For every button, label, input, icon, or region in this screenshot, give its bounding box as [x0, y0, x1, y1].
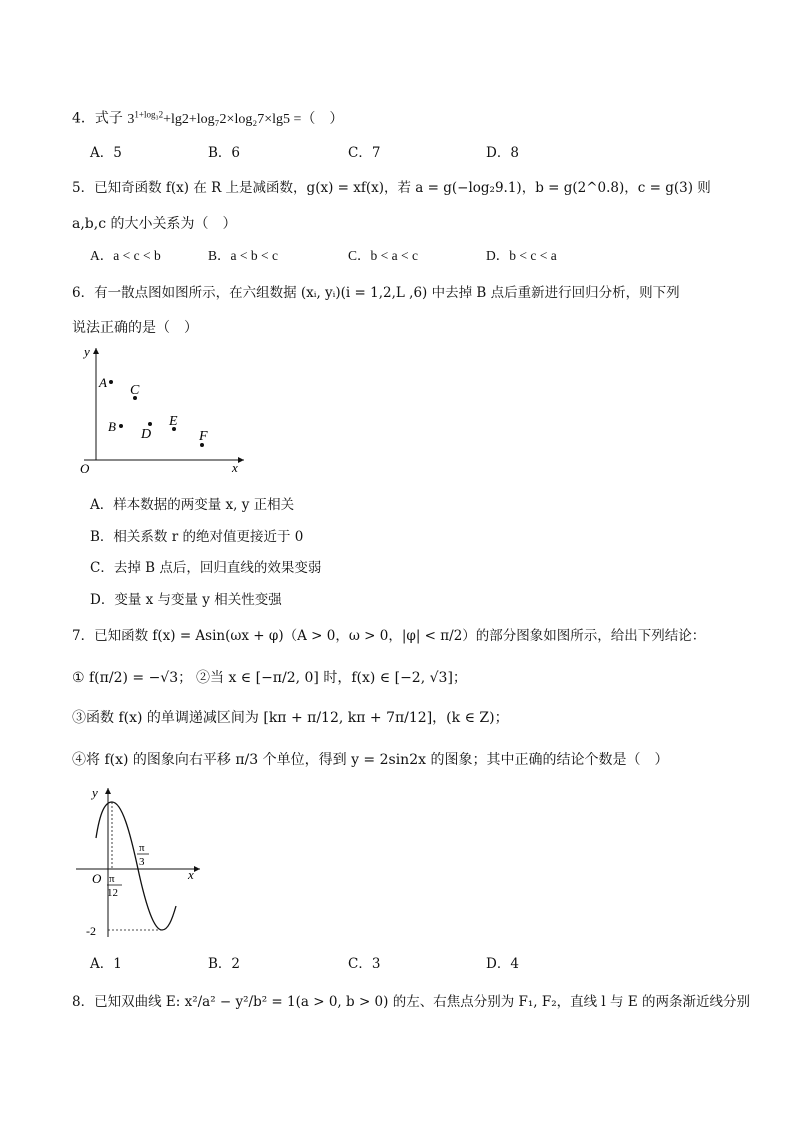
- sine-graph: [72, 782, 212, 947]
- graph-x-label: x: [188, 867, 194, 882]
- point-c-label: C: [130, 383, 140, 398]
- tick-pi3-den: 3: [139, 856, 145, 868]
- q5-line2: a,b,c 的大小关系为（ ）: [72, 216, 237, 232]
- point-a-label: A: [99, 375, 107, 390]
- q7-option-a[interactable]: A．1: [90, 956, 122, 972]
- q5-option-c[interactable]: C．b < a < c: [348, 248, 418, 263]
- q6-line2: 说法正确的是（ ）: [72, 320, 198, 336]
- q4-prefix: 4．式子: [72, 110, 123, 127]
- q6-line1: 6．有一散点图如图所示，在六组数据 (xᵢ, yᵢ)(i = 1,2,L ,6) 中去掉 B 点后重新进行回归分析，则下列: [72, 285, 680, 301]
- q5-line1: 5．已知奇函数 f(x) 在 R 上是减函数，g(x) = xf(x)，若 a = g(−log₂9.1)，b = g(2^0.8)，c = g(3) 则: [72, 180, 711, 196]
- point-a: [109, 380, 113, 384]
- y-axis-label: y: [84, 344, 90, 359]
- q6-option-d[interactable]: D．变量 x 与变量 y 相关性变强: [90, 592, 282, 608]
- q4-option-b[interactable]: B．6: [208, 145, 241, 161]
- point-e-label: E: [169, 414, 178, 429]
- ymin-label: -2: [86, 924, 96, 938]
- q4-option-c[interactable]: C．7: [348, 145, 381, 161]
- q5-option-d[interactable]: D．b < c < a: [486, 248, 557, 263]
- q4-stem: [72, 104, 343, 130]
- tick-pi12-den: 12: [107, 887, 118, 899]
- q7-line3: ③函数 f(x) 的单调递减区间为 [kπ + π/12, kπ + 7π/12]，(k ∈ Z)；: [72, 710, 509, 726]
- q7-option-b[interactable]: B．2: [208, 956, 241, 972]
- q7-line2b: ②当 x ∈ [−π/2, 0] 时，f(x) ∈ [−2, √3]；: [196, 670, 467, 686]
- q7-line2a: ① f(π/2) = −√3；: [72, 670, 193, 686]
- q7-line4: ④将 f(x) 的图象向右平移 π/3 个单位，得到 y = 2sin2x 的图象；其中正确的结论个数是（ ）: [72, 752, 669, 768]
- q6-option-c[interactable]: C．去掉 B 点后，回归直线的效果变弱: [90, 560, 322, 576]
- scatter-plot: [74, 342, 254, 477]
- graph-y-label: y: [92, 785, 98, 800]
- origin-label: O: [80, 461, 90, 476]
- q6-option-a[interactable]: A．样本数据的两变量 x, y 正相关: [90, 497, 295, 513]
- x-axis-label: x: [232, 460, 238, 475]
- q7-option-d[interactable]: D．4: [486, 956, 519, 972]
- q5-option-b[interactable]: B．a < b < c: [208, 248, 278, 263]
- q7-line1: 7．已知函数 f(x) = Asin(ωx + φ)（A > 0，ω > 0，|φ| < π/2）的部分图象如图所示，给出下列结论：: [72, 628, 706, 644]
- q5-option-a[interactable]: A．a < c < b: [90, 248, 161, 263]
- q4-expr: $3^{1+log_32}+\lg 2+\log_72\times\log_27\times\lg 5$ =（ ）: [127, 109, 344, 127]
- point-d-label: D: [141, 427, 152, 442]
- q4-option-a[interactable]: A．5: [90, 145, 122, 161]
- point-b: [119, 424, 123, 428]
- graph-origin: O: [92, 871, 102, 886]
- q4-option-d[interactable]: D．8: [486, 145, 519, 161]
- q7-option-c[interactable]: C．3: [348, 956, 381, 972]
- tick-pi12-num: π: [109, 873, 115, 885]
- q6-option-b[interactable]: B．相关系数 r 的绝对值更接近于 0: [90, 529, 304, 545]
- q8-line1: 8．已知双曲线 E: x²/a² − y²/b² = 1(a > 0, b > 0) 的左、右焦点分别为 F₁, F₂，直线 l 与 E 的两条渐近线分别: [72, 994, 750, 1010]
- point-b-label: B: [108, 419, 116, 434]
- tick-pi3-num: π: [139, 842, 145, 854]
- point-f-label: F: [199, 429, 208, 444]
- point-d: [148, 422, 152, 426]
